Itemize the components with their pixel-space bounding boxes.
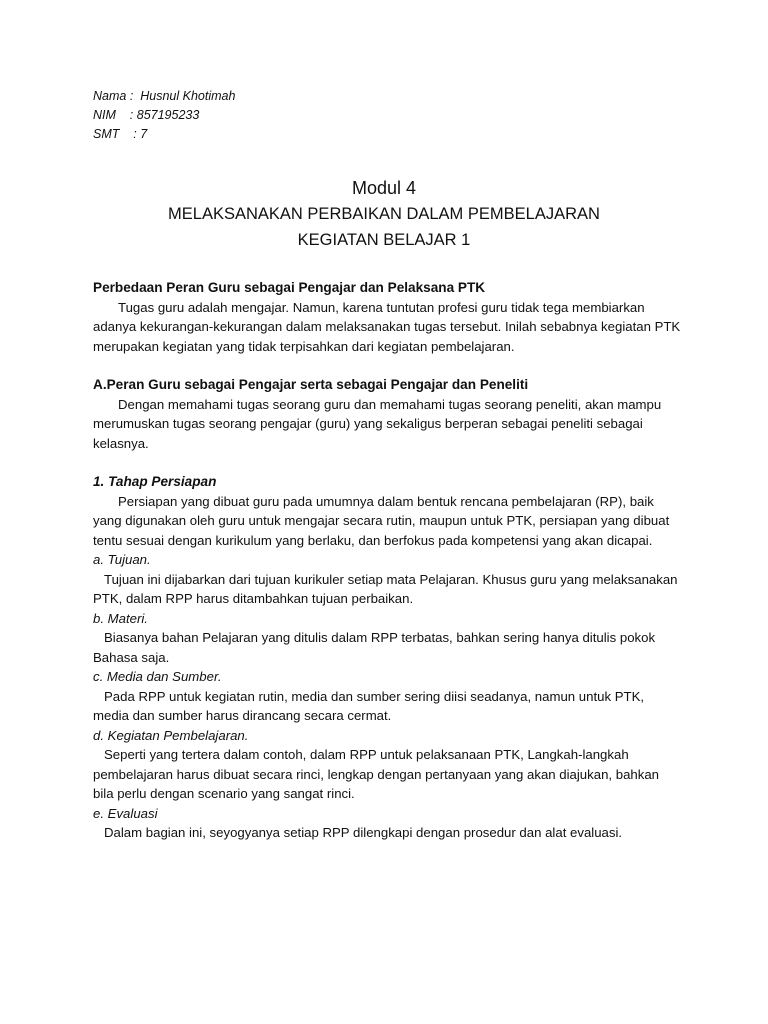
item-label-material: b. Materi. xyxy=(93,610,148,626)
main-title: MELAKSANAKAN PERBAIKAN DALAM PEMBELAJARAN xyxy=(168,205,600,223)
item-text-material: Biasanya bahan Pelajaran yang ditulis dalam RPP terbatas, bahkan sering hanya ditulis pokok Bahasa saja. xyxy=(93,630,656,665)
module-title: Modul 4 xyxy=(351,178,417,198)
spacer xyxy=(93,453,683,472)
student-name: Nama : Husnul Khotimah xyxy=(93,89,236,103)
item-label-goal: a. Tujuan. xyxy=(93,552,151,567)
student-nim: NIM : 857195233 xyxy=(93,108,200,122)
item-label-activity: d. Kegiatan Pembelajaran. xyxy=(93,727,249,743)
student-semester: SMT : 7 xyxy=(93,127,148,141)
item-text-activity: Seperti yang tertera dalam contoh, dalam RPP untuk pelaksanaan PTK, Langkah-langkah pembelajaran harus dibuat secara rinci, lengkap dengan pertanyaan yang akan diajukan, bahkan bila perlu dengan scenario yang sangat rinci. xyxy=(93,747,659,801)
item-text-media: Pada RPP untuk kegiatan rutin, media dan sumber sering diisi seadanya, namun untuk PTK, media dan sumber harus dirancang secara cermat. xyxy=(93,688,645,723)
activity-title: KEGIATAN BELAJAR 1 xyxy=(297,231,471,249)
spacer xyxy=(93,356,683,375)
item-label-evaluation: e. Evaluasi xyxy=(93,805,158,821)
student-info xyxy=(93,87,235,144)
section-paragraph-a: Dengan memahami tugas seorang guru dan memahami tugas seorang peneliti, akan mampu merumuskan tugas seorang pengajar (guru) yang sekaligus berperan sebagai peneliti sebagai kelasnya. xyxy=(93,396,662,451)
section-paragraph-roles: Tugas guru adalah mengajar. Namun, karena tuntutan profesi guru tidak tega membiarkan adanya kekurangan-kekurangan dalam melaksanakan tugas tersebut. Inilah sebabnya kegiatan PTK merupakan kegiatan yang tidak terpisahkan dari kegiatan pembelajaran. xyxy=(93,299,681,354)
section-heading-a: A.Peran Guru sebagai Pengajar serta sebagai Pengajar dan Peneliti xyxy=(93,377,529,392)
document-titles xyxy=(0,175,768,253)
item-text-goal: Tujuan ini dijabarkan dari tujuan kurikuler setiap mata Pelajaran. Khusus guru yang melaksanakan PTK, dalam RPP harus ditambahkan tujuan perbaikan. xyxy=(93,571,678,606)
document-body xyxy=(93,278,683,843)
section-heading-roles: Perbedaan Peran Guru sebagai Pengajar dan Pelaksana PTK xyxy=(93,280,486,295)
item-label-media: c. Media dan Sumber. xyxy=(93,669,222,684)
section-paragraph-preparation: Persiapan yang dibuat guru pada umumnya dalam bentuk rencana pembelajaran (RP), baik yang digunakan oleh guru untuk mengajar secara rutin, maupun untuk PTK, persiapan yang dibuat tentu sesuai dengan kurikulum yang berlaku, dan berfokus pada kompetensi yang akan dicapai. xyxy=(93,493,670,548)
item-text-evaluation: Dalam bagian ini, seyogyanya setiap RPP dilengkapi dengan prosedur dan alat evaluasi. xyxy=(104,825,623,840)
section-heading-preparation: 1. Tahap Persiapan xyxy=(93,474,217,489)
